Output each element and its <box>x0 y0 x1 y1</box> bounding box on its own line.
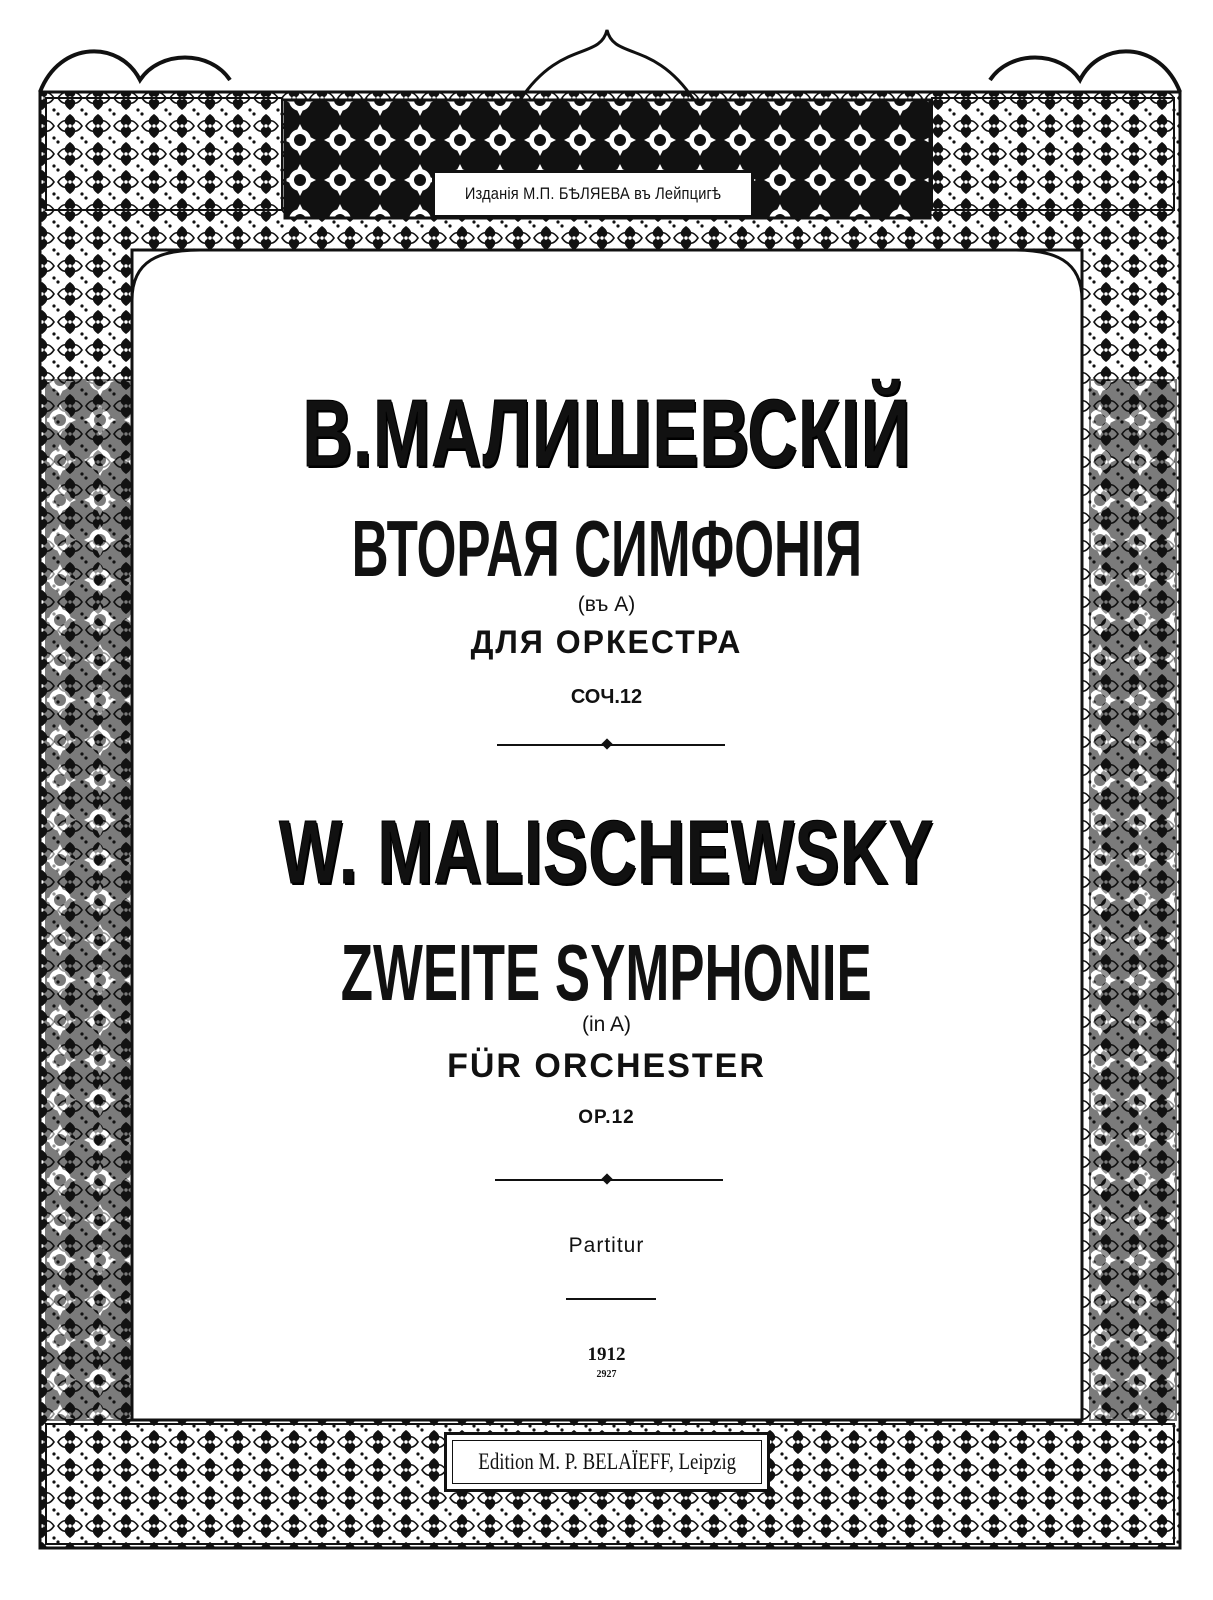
plate-number: 2927 <box>596 1369 617 1380</box>
publisher-cartouche-top <box>432 170 754 218</box>
publication-year: 1912 <box>587 1344 626 1365</box>
scoring-russian <box>0 622 1213 662</box>
opus-german: OP.12 <box>578 1107 635 1128</box>
work-title-russian <box>0 506 1213 593</box>
composer-ru-text: В.МАЛИШЕВСКІЙ <box>302 380 911 487</box>
edition-type: Partitur <box>568 1234 645 1257</box>
composer-name-russian <box>0 380 1213 487</box>
key-german: (in A) <box>581 1013 631 1036</box>
work-de-text: ZWEITE SYMPHONIE <box>341 928 872 1017</box>
scoring-ru-text: ДЛЯ ОРКЕСТРА <box>470 624 743 660</box>
publisher-top-text: Изданія М.П. БѢЛЯЕВА въ Лейпцигѣ <box>464 184 722 203</box>
work-ru-text: ВТОРАЯ СИМФОНІЯ <box>351 504 862 593</box>
composer-de-text: W. MALISCHEWSKY <box>279 803 934 903</box>
publisher-bottom-text: Edition M. P. BELAÏEFF, Leipzig <box>478 1449 736 1474</box>
work-title-german <box>0 930 1213 1017</box>
key-russian: (въ А) <box>577 593 636 616</box>
publisher-cartouche-bottom <box>444 1432 770 1492</box>
scoring-german <box>0 1046 1213 1087</box>
composer-name-german <box>0 805 1213 902</box>
divider-rule-3 <box>566 1298 656 1300</box>
scoring-de-text: FÜR ORCHESTER <box>447 1047 766 1085</box>
opus-russian: СОЧ.12 <box>570 686 643 708</box>
